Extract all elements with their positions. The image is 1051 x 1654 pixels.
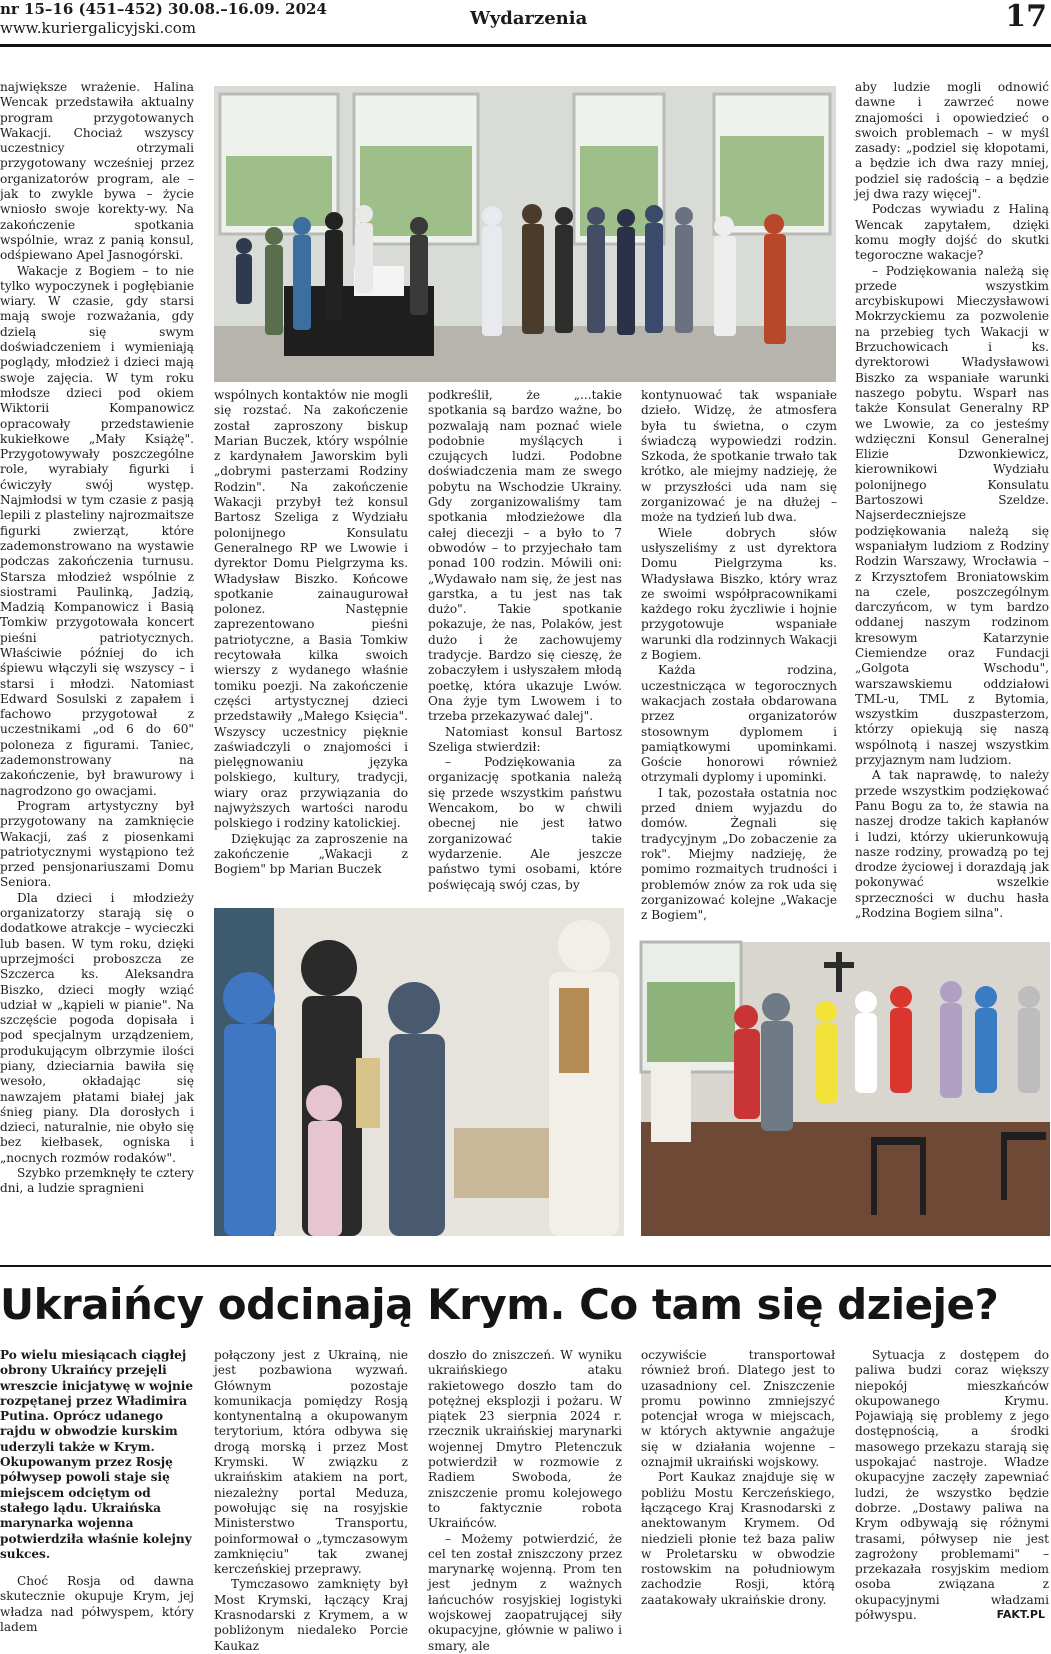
header-rule [0,44,1051,47]
article2-column-4 [641,1348,835,1637]
article1-column-2 [214,388,408,908]
paragraph: Tymczasowo zamknięty był Most Krymski, łączący Kraj Krasnodarski z Krymem, a w pobliżonym niedaleko Porcie Kaukaz [214,1577,408,1653]
source-credit: FAKT.PL [996,1608,1045,1621]
paragraph: Natomiast konsul Bartosz Szeliga stwierdził: [428,724,622,754]
article2-lead: Po wielu miesiącach ciągłej obrony Ukraińcy przejęli wreszcie inicjatywę w wojnie rozpętanej przez Władimira Putina. Oprócz udanego rajdu w obwodzie kurskim uderzyli także w Krym. Okupowanym przez Rosję półwysep powoli staje się miejscem odciętym od stałego lądu. Ukraińska marynarka wojenna potwierdziła właśnie kolejny sukces. [0,1348,194,1561]
paragraph: – Podziękowania należą się przede wszystkim arcybiskupowi Mieczysławowi Mokrzyckiemu za pozwolenie na przebieg tych Wakacji w Brzuchowicach i ks. dyrektorowi Władysławowi Biszko za wspaniałe warunki naszego pobytu. Wsparł nas także Konsulat Generalny RP we Lwowie, za co jesteśmy wdzięczni Konsul Generalnej Elizie Dzwonkiewicz, kierownikowi Wydziału polonijnego Konsulatu Bartoszowi Szeldze. Najserdeczniejsze podziękowania należą się wspaniałym ludziom z Rodziny Rodzin Warszawy, Wrocławia – z Krzysztofem Broniatowskim na czele, poszczególnym darczyńcom, w tym bardzo oddanej naszym rodzinom kresowym Katarzynie Ciemiendze oraz Fundacji „Golgota Wschodu", warszawskiemu oddziałowi TML-u, TML z Bytomia, wszystkim duszpasterzom, którzy opiekują się naszą wspólnotą i naszej wszystkim przyjaznym nam ludziom. [855,263,1049,768]
paragraph: Port Kaukaz znajduje się w pobliżu Mostu Kerczeńskiego, łączącego Kraj Krasnodarski z anektowanym Krymem. Od niedzieli płonie też baza paliw w Proletarsku w obwodzie rostowskim na południowym zachodzie Rosji, którą zaatakowały ukraińskie drony. [641,1470,835,1607]
paragraph: – Podziękowania za organizację spotkania należą się przede wszystkim państwu Wencakom, bo w chwili obecnej nie jest łatwo zorganizować takie wydarzenie. Ale jeszcze państwo tymi osobami, które poświęcają swój czas, by [428,755,622,892]
choir-photo [214,86,836,382]
page-number: 17 [1005,0,1047,34]
paragraph: Wiele dobrych słów usłyszeliśmy z ust dyrektora Domu Pielgrzyma ks. Władysława Biszko, który wraz ze swoimi współpracownikami każdego roku życzliwie i hojnie przygotowuje wspaniałe warunki dla rodzinnych Wakacji z Bogiem. [641,525,838,663]
article-separator [0,1265,1051,1267]
paragraph: oczywiście transportował również broń. Dlatego jest to uzasadniony cel. Zniszczenie promu powinno zmniejszyć potencjał wroga w miejscach, w których aktywnie angażuje się w działania wojenne – oznajmił ukraiński wojskowy. [641,1348,835,1470]
paragraph: Wakacje z Bogiem – to nie tylko wypoczynek i pogłębianie wiary. W czasie, gdy starsi mają swoje rozważania, gdy dzielą się swym doświadczeniem i wymieniają poglądy, młodzież i dzieci mają swoje zajęcia. W tym roku młodsze dzieci pod okiem Wiktorii Kompanowicz opracowały przedstawienie kukiełkowe „Mały Książę". Przygotowywały poszczególne role, wyrabiały figurki i ćwiczyły swój występ. Najmłodsi w tym czasie z pasją lepili z plasteliny najrozmaitsze figurki zwierząt, które zademonstrowano na wystawie podczas zakończenia turnusu. Starsza młodzież wspólnie z siostrami Paulinką, Jadzią, Madzią Kompanowicz i Basią Tomkiw przygotowała koncert pieśni patriotycznych. Właściwie później do ich śpiewu włączyli się wszyscy – i starsi i młodzi. Natomiast Edward Sosulski z zapałem i fachowo przygotował z uczestnikami „od 6 do 60" poloneza z figurami. Taniec, zademonstrowany na zakończenie, był brawurowy i nagrodzono go owacjami. [0,263,194,798]
paragraph: aby ludzie mogli odnowić dawne i zawrzeć nowe znajomości i opowiedzieć o swoich problemach – w myśl zasady: „podziel się kłopotami, a będzie ich dwa razy mniej, podziel się radością – a będzie jej dwa razy więcej". [855,80,1049,202]
website-url[interactable]: www.kuriergalicyjski.com [0,19,196,37]
paragraph: Dla dzieci i młodzieży organizatorzy starają się o dodatkowe atrakcje – wycieczki lub basen. W tym roku, dzięki uprzejmości proboszcza ze Szczerca ks. Aleksandra Biszko, dzieci mogły wziąć udział w „kąpieli w pianie". Na szczęście pogoda dopisała i pod specjalnym urządzeniem, produkującym olbrzymie ilości piany, dzieciarnia bawiła się wesoło, okładając się nawzajem płatami białej jak śnieg piany. Dla dorosłych i dzieci, naturalnie, nie obyło się bez kiełbasek, ogniska i „nocnych rozmów rodaków". [0,890,194,1165]
paragraph: Każda rodzina, uczestnicząca w tegorocznych wakacjach została obdarowana przez organizatorów stosownym dyplomem i pamiątkowymi upominkami. Goście honorowi również otrzymali dyplomy i upominki. [641,663,837,785]
page-header [0,0,1051,44]
article2-column-2 [214,1348,408,1653]
section-title: Wydarzenia [470,8,588,29]
paragraph: podkreślił, że „...takie spotkania są bardzo ważne, bo pozwalają nam poznać wiele podobnie myślących i czujących ludzi. Podobne doświadczenia mam ze swego pobytu na Wschodzie Ukrainy. Gdy zorganizowaliśmy tam spotkania młodzieżowe dla całej diecezji – a było to 7 obwodów – to przyjechało tam ponad 100 rodzin. Mówili oni: „Wydawało nam się, że jest nas garstka, a tu jest nas tak dużo". Takie spotkanie pokazuje, że nas, Polaków, jest dużo i że zachowujemy tradycje. Bardzo się cieszę, że zobaczyłem i usłyszałem młodą poetkę, która ukazuje Lwów. Ona żyje tym Lwowem i to trzeba przekazywać dalej". [428,388,622,724]
paragraph: A tak naprawdę, to należy przede wszystkim podziękować Panu Bogu za to, że stawia na naszej drodze takich kapłanów i ludzi, którzy ukierunkowują nasze rodziny, prowadzą po tej drodze życiowej i dorazdają jak pokonywać wszelkie sprzeczności w duchu hasła „Rodzina Bogiem silna". [855,768,1049,921]
paragraph: Program artystyczny był przygotowany na zamknięcie Wakacji, zaś z piosenkami patriotycznymi wystąpiono też przed pensjonariuszami Domu Seniora. [0,798,194,890]
dance-photo [641,942,1050,1236]
paragraph: Podczas wywiadu z Haliną Wencak zapytałem, dzięki komu mogły dojść do skutki tegoroczne wakacje? [855,202,1049,263]
paragraph: kontynuować tak wspaniałe dzieło. Widzę, że atmosfera była tu świetna, o czym świadczą wypowiedzi rodzin. Szkoda, że spotkanie trwało tak krótko, ale miejmy nadzieję, że w przyszłości uda nam się zorganizować je na dłużej – może na tydzień lub dwa. [641,388,837,525]
article1-column-1 [0,80,194,1243]
article2-column-1 [0,1348,194,1637]
article1-column-4 [641,388,837,928]
paragraph: Sytuacja z dostępem do paliwa budzi coraz większy niepokój mieszkańców okupowanego Krymu. Pojawiają się problemy z jego dostępnością, a środki masowego przekazu starają się uspokajać nastroje. Władze okupacyjne zaczęły zapewniać ludzi, że wszystko będzie dobrze. „Dostawy paliwa na Krym odbywają się różnymi trasami, półwysep nie jest zagrożony problemami" – przekazała rosyjskim mediom osoba związana z okupacyjnymi władzami półwyspu. [855,1348,1049,1623]
issue-info: nr 15–16 (451–452) 30.08.–16.09. 2024 [0,0,327,18]
article1-column-5 [855,80,1049,940]
gift-presentation-photo [214,908,624,1236]
paragraph: największe wrażenie. Halina Wencak przedstawiła aktualny program przygotowanych Wakacji. Chociaż wszyscy uczestnicy otrzymali przygotowany wcześniej przez organizatorów program, ale – jak to zwykle bywa – życie wniosło swoje korekty-wy. Na zakończenie spotkania wspólnie, wraz z panią konsul, odśpiewano Apel Jasnogórski. [0,80,194,263]
paragraph: – Możemy potwierdzić, że cel ten został zniszczony przez marynarkę wojenną. Prom ten jest jednym z ważnych łańcuchów rosyjskiej logistyki wojskowej zaopatrującej siły okupacyjne, głównie w paliwo i smary, ale [428,1531,622,1653]
article2-column-3 [428,1348,622,1653]
paragraph: I tak, pozostała ostatnia noc przed dniem wyjazdu do domów. Żegnali się tradycyjnym „Do zobaczenie za rok". Miejmy nadzieję, że pomimo rozmaitych trudności i problemów znów za rok uda się zorganizować kolejne „Wakacje z Bogiem", [641,785,837,923]
paragraph: doszło do zniszczeń. W wyniku ukraińskiego ataku rakietowego doszło tam do potężnej eksplozji i pożaru. W piątek 23 sierpnia 2024 r. rzecznik ukraińskiej marynarki wojennej Dmytro Pletenczuk potwierdził w rozmowie z Radiem Swoboda, że zniszczenie promu kolejowego to faktycznie robota Ukraińców. [428,1348,622,1531]
article2-headline: Ukraińcy odcinają Krym. Co tam się dzieje? [0,1280,999,1329]
paragraph: Szybko przemknęły te cztery dni, a ludzie spragnieni [0,1166,194,1196]
paragraph: połączony jest z Ukrainą, nie jest pozbawiona wyzwań. Głównym pozostaje komunikacja pomiędzy Rosją kontynentalną a okupowanym terytorium, która odbywa się drogą morską i przez Most Krymski. W związku z ukraińskim atakiem na port, niezależny portal Meduza, powołując się na rosyjskie Ministerstwo Transportu, poinformował o „tymczasowym zamknięciu" tak zwanej kerczeńskiej przeprawy. [214,1348,408,1577]
paragraph: wspólnych kontaktów nie mogli się rozstać. Na zakończenie został zaproszony biskup Marian Buczek, który wspólnie z kardynałem Jaworskim byli „dobrymi pasterzami Rodziny Rodzin". Na zakończenie Wakacji przybył też konsul Bartosz Szeliga z Wydziału polonijnego Konsulatu Generalnego RP we Lwowie i dyrektor Domu Pielgrzyma ks. Władysław Biszko. Końcowe spotkanie zainaugurował polonez. Następnie zaprezentowano pieśni patriotyczne, a Basia Tomkiw recytowała kilka swoich wierszy z wydanego właśnie tomiku poezji. Na zakończenie części artystycznej dzieci przedstawiły „Małego Księcia". Wszyscy uczestnicy pięknie zaświadczyli o znajomości i pielęgnowaniu języka polskiego, kultury, tradycji, wiary oraz przywiązania do najwyższych wartości narodu polskiego i rodziny katolickiej. [214,388,408,831]
paragraph: Choć Rosja od dawna skutecznie okupuje Krym, jej władza nad półwyspem, który ladem [0,1574,194,1635]
article1-column-3 [428,388,622,908]
paragraph: Dziękując za zaproszenie na zakończenie „Wakacji z Bogiem" bp Marian Buczek [214,831,408,877]
